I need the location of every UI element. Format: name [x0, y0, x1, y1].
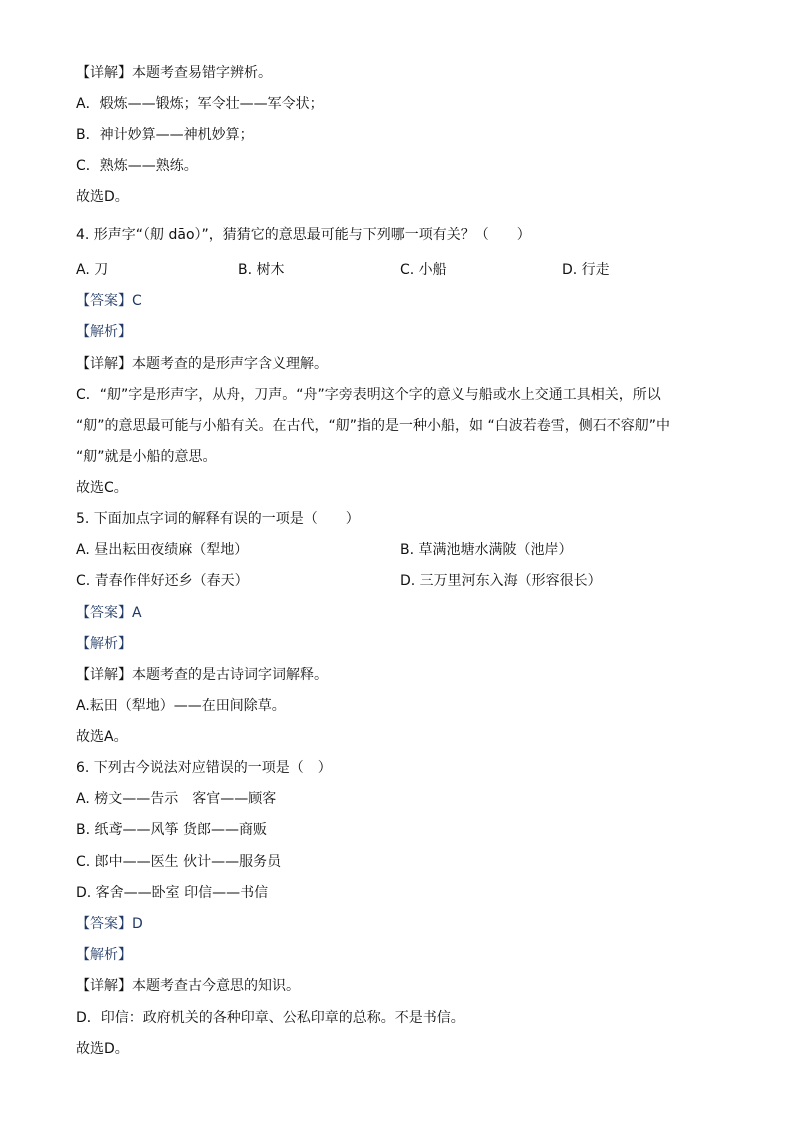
q4-answer: 【答案】C	[76, 293, 142, 309]
q6-choice: 故选D。	[76, 1041, 129, 1057]
q5-explanation-line-1: A.耘田（犁地）——在田间除草。	[76, 698, 286, 714]
q4-option-c: C. 小船	[400, 262, 447, 278]
q4-choice: 故选C。	[76, 480, 128, 496]
q6-analysis-label: 【解析】	[76, 947, 132, 963]
q5-option-d: D. 三万里河东入海（形容很长）	[400, 573, 602, 589]
q6-question: 6. 下列古今说法对应错误的一项是（ ）	[76, 760, 332, 776]
q6-option-d: D. 客舍——卧室 印信——书信	[76, 885, 269, 901]
q6-option-b: B. 纸鸢——风筝 货郎——商贩	[76, 822, 267, 838]
q6-explanation-line-1: D．印信：政府机关的各种印章、公私印章的总称。不是书信。	[76, 1010, 465, 1026]
q4-analysis-label: 【解析】	[76, 324, 132, 340]
q6-option-a: A. 榜文——告示 客官——顾客	[76, 791, 277, 807]
q4-question: 4. 形声字“（舠 dāo）”，猜猜它的意思最可能与下列哪一项有关？（ ）	[76, 227, 531, 243]
q3-choice: 故选D。	[76, 189, 129, 205]
q6-answer: 【答案】D	[76, 916, 143, 932]
q5-question: 5. 下面加点字词的解释有误的一项是（ ）	[76, 511, 360, 527]
q4-option-b: B. 树木	[238, 262, 285, 278]
q5-analysis-label: 【解析】	[76, 636, 132, 652]
q5-answer: 【答案】A	[76, 605, 142, 621]
q5-explanation-heading: 【详解】本题考查的是古诗词字词解释。	[76, 667, 328, 683]
q4-option-d: D. 行走	[562, 262, 610, 278]
q3-correction-c: C．熟炼——熟练。	[76, 158, 198, 174]
q4-explanation-line-1: C．“舠”字是形声字，从舟，刀声。“舟”字旁表明这个字的意义与船或水上交通工具相关，所以	[76, 387, 661, 403]
q3-correction-a: A．煅炼——锻炼；军令壮——军令状；	[76, 96, 324, 112]
q3-explanation-heading: 【详解】本题考查易错字辨析。	[76, 65, 272, 81]
q6-explanation-heading: 【详解】本题考查古今意思的知识。	[76, 978, 300, 994]
q4-explanation-line-3: “舠”就是小船的意思。	[76, 449, 217, 465]
q4-option-a: A. 刀	[76, 262, 109, 278]
q5-option-c: C. 青春作伴好还乡（春天）	[76, 573, 249, 589]
q5-option-a: A. 昼出耘田夜绩麻（犁地）	[76, 542, 249, 558]
q6-option-c: C. 郎中——医生 伙计——服务员	[76, 854, 282, 870]
q4-explanation-line-2: “舠”的意思最可能与小船有关。在古代，“舠”指的是一种小船，如 “白波若卷雪，侧石不容舠”中	[76, 418, 670, 434]
q5-choice: 故选A。	[76, 729, 128, 745]
q4-explanation-heading: 【详解】本题考查的是形声字含义理解。	[76, 356, 328, 372]
q5-option-b: B. 草满池塘水满陂（池岸）	[400, 542, 573, 558]
q3-correction-b: B．神计妙算——神机妙算；	[76, 127, 254, 143]
